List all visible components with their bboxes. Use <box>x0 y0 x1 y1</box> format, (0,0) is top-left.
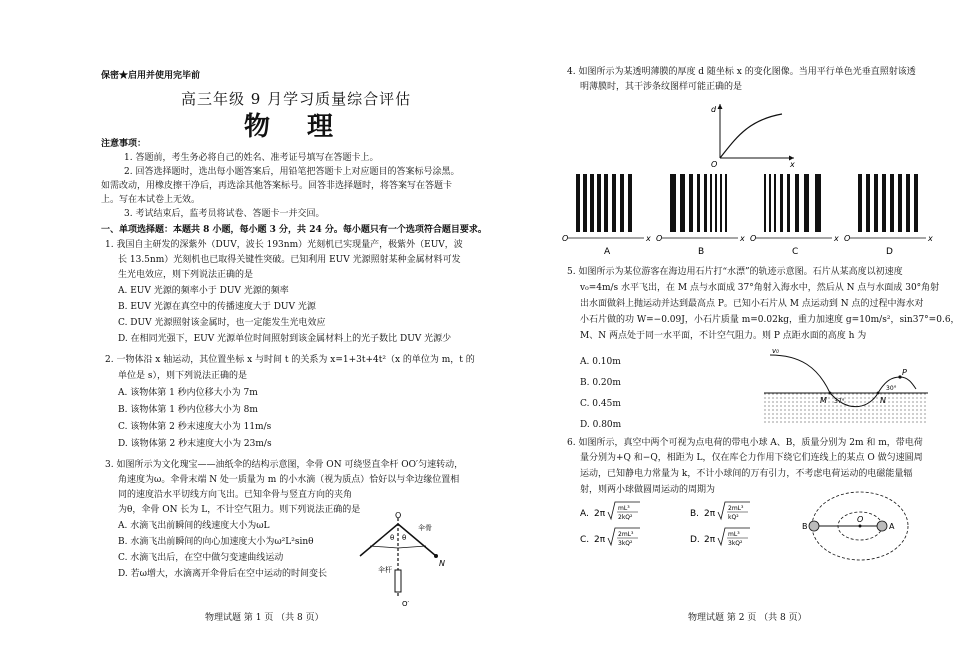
notice-line: 3. 考试结束后，监考员将试卷、答题卡一并交回。 <box>124 209 325 219</box>
notice-line: 1. 答题前，考生务必将自己的姓名、准考证号填写在答题卡上。 <box>124 153 379 163</box>
q1-option: A. EUV 光源的频率小于 DUV 光源的频率 <box>118 286 289 296</box>
fringe-bar <box>787 174 790 232</box>
fraction-numerator: 2mL³ <box>728 505 744 512</box>
label-d: d <box>711 105 717 114</box>
q5-option: B. 0.20m <box>580 378 621 388</box>
fringe-option-A <box>562 174 651 257</box>
option-label: A. <box>580 509 589 519</box>
q3-line: 3. 如图所示为文化瑰宝——油纸伞的结构示意图，伞骨 ON 可绕竖直伞杆 OO′匀速转动， <box>105 460 464 470</box>
fringe-bar <box>858 174 862 232</box>
confidential-label: 保密★启用并使用完毕前 <box>101 71 201 81</box>
fringe-bar <box>804 174 809 232</box>
q5-line: M、N 两点处于同一水平面，不计空气阻力。则 P 点距水面的高度 h 为 <box>580 331 867 341</box>
q6-option-C <box>580 528 640 547</box>
fringe-bar <box>604 174 608 232</box>
fringe-option-label: B <box>698 247 705 257</box>
fringe-bar <box>898 174 902 232</box>
fringe-origin-label: O <box>562 234 569 243</box>
fringe-bar <box>680 174 685 232</box>
stone-skipping-diagram <box>760 345 930 427</box>
fringe-x-label: x <box>646 234 651 243</box>
label-theta: θ <box>402 534 407 542</box>
fringe-bar <box>670 174 676 232</box>
fringe-origin-label: O <box>656 234 663 243</box>
q2-option: D. 该物体第 2 秒末速度大小为 23m/s <box>118 439 272 449</box>
fringe-bar <box>882 174 886 232</box>
label-37: 37° <box>834 398 845 405</box>
label-O: O <box>711 160 718 169</box>
fringe-bar <box>890 174 894 232</box>
fringe-bar <box>780 174 783 232</box>
q6-answer-options <box>578 502 778 552</box>
section-heading: 一、单项选择题：本题共 8 小题，每小题 3 分，共 24 分。每小题只有一个选项符合题目要求。 <box>101 225 487 235</box>
fringe-bar <box>914 174 918 232</box>
thickness-graph <box>708 100 798 168</box>
label-Oprime: O′ <box>402 600 410 608</box>
label-B: B <box>802 522 808 531</box>
label-P: P <box>902 368 907 377</box>
q6-line: 射，则两小球做圆周运动的周期为 <box>580 485 716 495</box>
fringe-option-B <box>656 174 745 257</box>
fringe-bar <box>704 174 707 232</box>
two-pi: 2π <box>704 509 716 519</box>
q1-option: B. EUV 光源在真空中的传播速度大于 DUV 光源 <box>118 302 316 312</box>
q2-option: C. 该物体第 2 秒末速度大小为 11m/s <box>118 422 272 432</box>
q3-option: D. 若ω增大，水滴离开伞骨后在空中运动的时间变长 <box>118 569 327 579</box>
fringe-bar <box>628 174 632 232</box>
label-M: M <box>820 396 827 405</box>
fraction-numerator: 2mL³ <box>618 531 634 538</box>
q3-option: A. 水滴飞出前瞬间的线速度大小为ωL <box>118 521 270 531</box>
fringe-bar <box>764 174 766 232</box>
fringe-bar <box>715 174 717 232</box>
fringe-option-C <box>750 174 839 257</box>
q6-option-A <box>580 502 640 521</box>
q6-option-D <box>690 528 750 547</box>
fringe-bar <box>710 174 712 232</box>
notice-line: 如需改动，用橡皮擦干净后，再选涂其他答案标号。回答非选择题时，将答案写在答题卡 <box>101 181 453 191</box>
fringe-x-label: x <box>928 234 933 243</box>
q1-line: 生光电效应，则下列说法正确的是 <box>118 270 254 280</box>
q6-option-B <box>690 502 750 521</box>
q6-line: 量分别为+Q 和−Q，相距为 L，仅在库仑力作用下绕它们连线上的某点 O 做匀速圆周 <box>580 453 923 463</box>
fringe-bar <box>725 174 727 232</box>
two-pi: 2π <box>704 535 716 545</box>
label-rib: 伞骨 <box>418 524 432 532</box>
q6-line: 6. 如图所示，真空中两个可视为点电荷的带电小球 A、B，质量分别为 2m 和 m，带电荷 <box>567 438 923 448</box>
fringe-bar <box>590 174 594 232</box>
q5-line: 小石片做的功 W=−0.09J，小石片质量 m=0.02kg，重力加速度 g=10m/s²，sin37°=0.6， <box>580 315 960 325</box>
option-label: D. <box>690 535 700 545</box>
notice-line: 2. 回答选择题时，选出每小题答案后，用铅笔把答题卡上对应题目的答案标号涂黑。 <box>124 167 460 177</box>
q1-line: 长 13.5nm）光刻机也已取得关键性突破。已知利用 EUV 光源照射某种金属材料可发 <box>118 255 461 265</box>
fringe-x-label: x <box>834 234 839 243</box>
fringe-origin-label: O <box>750 234 757 243</box>
fringe-bar <box>720 174 722 232</box>
label-O: O <box>857 515 864 524</box>
fringe-bar <box>612 174 616 232</box>
label-pole: 伞杆 <box>378 566 392 574</box>
q3-line: 同的速度沿水平切线方向飞出。已知伞骨与竖直方向的夹角 <box>118 490 353 500</box>
q1-option: C. DUV 光源照射该金属时，也一定能发生光电效应 <box>118 318 326 328</box>
label-v0: v₀ <box>772 347 779 355</box>
fringe-bar <box>874 174 878 232</box>
option-label: B. <box>690 509 700 519</box>
fringe-bar <box>689 174 693 232</box>
fringe-option-label: C <box>792 247 799 257</box>
fringe-bar <box>866 174 870 232</box>
fraction-numerator: mL³ <box>618 505 630 512</box>
two-pi: 2π <box>594 509 606 519</box>
label-theta: θ <box>390 534 395 542</box>
fringe-origin-label: O <box>844 234 851 243</box>
q5-line: v₀=4m/s 水平飞出，在 M 点与水面成 37°角射入海水中，然后从 N 点与水面成 30°角射 <box>580 283 940 293</box>
right-page <box>470 0 960 658</box>
label-O: O <box>395 511 402 520</box>
q5-option: A. 0.10m <box>580 357 621 367</box>
q5-line: 出水面做斜上抛运动并达到最高点 P。已知小石片从 M 点运动到 N 点的过程中海水对 <box>580 299 924 309</box>
q1-line: 1. 我国自主研发的深紫外（DUV，波长 193nm）光刻机已实现量产，极紫外（EUV，波 <box>105 240 463 250</box>
subject-title: 物 理 <box>244 112 348 142</box>
page-footer: 物理试题 第 2 页 （共 8 页） <box>688 613 807 623</box>
fringe-bar <box>815 174 821 232</box>
fringe-bar <box>697 174 700 232</box>
fraction-denominator: kQ² <box>728 514 739 521</box>
fringe-option-label: A <box>604 247 611 257</box>
fraction-denominator: 3kQ² <box>618 540 633 547</box>
q2-line: 2. 一物体沿 x 轴运动，其位置坐标 x 与时间 t 的关系为 x=1+3t+4t²（x 的单位为 m，t 的 <box>105 355 475 365</box>
q6-line: 运动，已知静电力常量为 k，不计小球间的万有引力，不考虑电荷运动的电磁能量辐 <box>580 469 913 479</box>
fringe-bar <box>774 174 776 232</box>
fringe-options <box>564 168 936 260</box>
fraction-denominator: 2kQ² <box>618 514 633 521</box>
q3-option: C. 水滴飞出后，在空中做匀变速曲线运动 <box>118 553 284 563</box>
notice-heading: 注意事项： <box>101 139 147 149</box>
label-N: N <box>439 559 445 568</box>
page-footer: 物理试题 第 1 页 （共 8 页） <box>205 613 324 623</box>
label-A: A <box>889 522 895 531</box>
q5-line: 5. 如图所示为某位游客在海边用石片打“水漂”的轨迹示意图。石片从某高度以初速度 <box>567 267 903 277</box>
fringe-bar <box>583 174 587 232</box>
fringe-bar <box>576 174 580 232</box>
fraction-numerator: mL³ <box>728 531 740 538</box>
q3-line: 为θ，伞骨 ON 长为 L，不计空气阻力。则下列说法正确的是 <box>118 505 361 515</box>
fringe-x-label: x <box>740 234 745 243</box>
q2-line: 单位是 s），则下列说法正确的是 <box>118 371 247 381</box>
q3-line: 角速度为ω。伞骨末端 N 处一质量为 m 的小水滴（视为质点）恰好以与伞边缘位置相 <box>118 475 460 485</box>
orbit-diagram <box>802 488 912 568</box>
umbrella-diagram <box>340 510 450 608</box>
q1-option: D. 在相同光强下，EUV 光源单位时间照射到该金属材料上的光子数比 DUV 光源少 <box>118 334 452 344</box>
q5-option: D. 0.80m <box>580 420 622 430</box>
fringe-bar <box>906 174 910 232</box>
fraction-denominator: 3kQ² <box>728 540 743 547</box>
fringe-option-D <box>844 174 933 257</box>
label-N: N <box>880 396 886 405</box>
q4-line: 明薄膜时，其干涉条纹图样可能正确的是 <box>580 82 743 92</box>
q5-option: C. 0.45m <box>580 399 621 409</box>
q2-option: B. 该物体第 1 秒内位移大小为 8m <box>118 405 258 415</box>
notice-line: 上。写在本试卷上无效。 <box>101 195 201 205</box>
fringe-bar <box>597 174 601 232</box>
q2-option: A. 该物体第 1 秒内位移大小为 7m <box>118 388 258 398</box>
label-30: 30° <box>886 385 897 392</box>
two-pi: 2π <box>594 535 606 545</box>
fringe-bar <box>620 174 624 232</box>
fringe-bar <box>769 174 771 232</box>
q3-option: B. 水滴飞出前瞬间的向心加速度大小为ω²L²sinθ <box>118 537 314 547</box>
exam-title: 高三年级 9 月学习质量综合评估 <box>181 90 412 108</box>
label-x: x <box>790 160 795 169</box>
option-label: C. <box>580 535 590 545</box>
fringe-option-label: D <box>886 247 893 257</box>
q4-line: 4. 如图所示为某透明薄膜的厚度 d 随坐标 x 的变化图像。当用平行单色光垂直照射该透 <box>567 67 916 77</box>
fringe-bar <box>795 174 799 232</box>
